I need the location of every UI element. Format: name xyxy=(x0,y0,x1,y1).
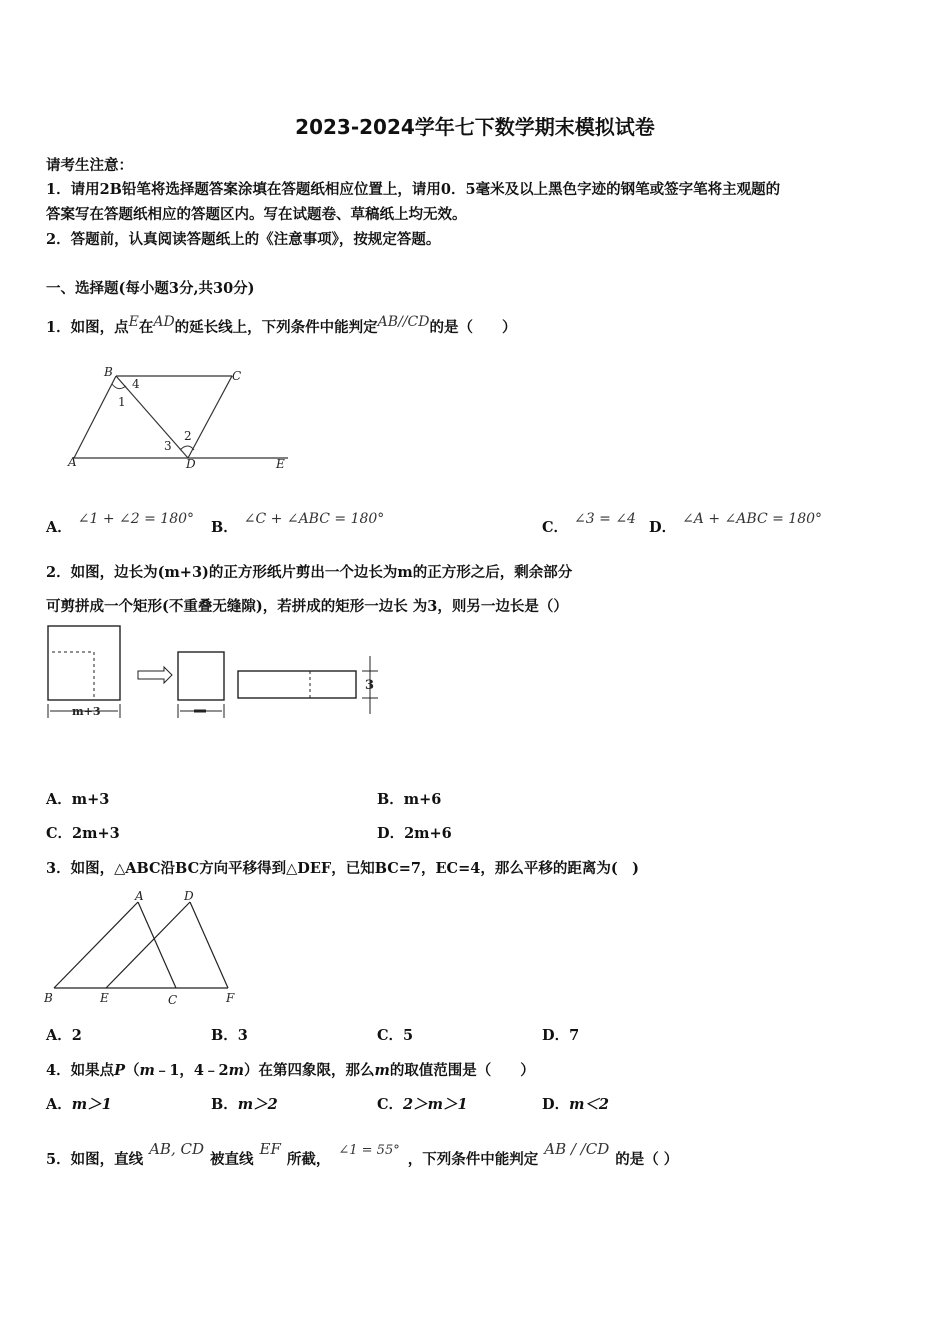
q4-text: 的取值范围是（ ） xyxy=(389,1062,535,1079)
q3-option-c[interactable] xyxy=(377,1024,413,1045)
option-text: m＞2 xyxy=(237,1096,278,1113)
q1-text: 的延长线上，下列条件中能判定 xyxy=(174,319,378,336)
q1-line-ad: AD xyxy=(153,314,175,330)
q2-label-side: m+3 xyxy=(72,705,101,718)
option-text: 2 xyxy=(71,1027,82,1044)
q5-lines-ab-cd: AB, CD xyxy=(149,1140,204,1158)
q5-text: ，下列条件中能判定 xyxy=(407,1151,539,1168)
q1-figure xyxy=(60,362,300,477)
q2-option-d[interactable] xyxy=(377,822,452,843)
q1-text: 1．如图，点 xyxy=(46,319,129,336)
option-text: 2＞m＞1 xyxy=(403,1096,468,1113)
option-letter: A． xyxy=(46,1096,72,1113)
notice-line-1: 1．请用2B铅笔将选择题答案涂填在答题纸相应位置上，请用0．5毫米及以上黑色字迹的钢笔或签字笔将主观题的 xyxy=(46,181,781,198)
q4-var-m: m xyxy=(228,1062,244,1079)
q1-option-b[interactable] xyxy=(211,511,384,537)
option-letter: B． xyxy=(211,519,238,536)
q1-label-b: B xyxy=(104,365,113,379)
notice-line-1-cont: 答案写在答题纸相应的答题区内。写在试题卷、草稿纸上均无效。 xyxy=(46,206,467,223)
q1-angle-4: 4 xyxy=(132,377,140,391)
option-letter: B． xyxy=(211,1027,238,1044)
q2-label-three: 3 xyxy=(365,678,375,693)
q4-point-p: P xyxy=(114,1062,125,1079)
q4-option-a[interactable] xyxy=(46,1093,112,1114)
section-heading: 一、选择题(每小题3分,共30分) xyxy=(46,280,255,297)
question-1 xyxy=(46,314,516,337)
notice-line-2: 2．答题前，认真阅读答题纸上的《注意事项》，按规定答题。 xyxy=(46,231,441,248)
q5-text: 被直线 xyxy=(210,1151,254,1168)
q3-option-b[interactable] xyxy=(211,1024,248,1045)
q3-label-f: F xyxy=(226,991,235,1005)
option-expr: ∠A + ∠ABC = 180° xyxy=(682,511,823,527)
q1-text: 的是（ ） xyxy=(429,319,517,336)
q1-label-a: A xyxy=(68,455,77,469)
q5-line-ef: EF xyxy=(259,1140,281,1158)
q5-text: 5．如图，直线 xyxy=(46,1151,144,1168)
option-text: m＞1 xyxy=(71,1096,112,1113)
option-letter: D． xyxy=(542,1096,570,1113)
option-text: 2m+6 xyxy=(404,825,452,842)
q3-label-b: B xyxy=(44,991,53,1005)
q4-text: ﹣1，4﹣2 xyxy=(154,1062,229,1079)
option-text: m＜2 xyxy=(569,1096,610,1113)
q1-angle-3: 3 xyxy=(164,439,172,453)
q4-option-b[interactable] xyxy=(211,1093,278,1114)
option-letter: D． xyxy=(377,825,405,842)
q1-label-d: D xyxy=(186,457,196,471)
q4-option-c[interactable] xyxy=(377,1093,468,1114)
option-letter: C． xyxy=(542,519,569,536)
option-letter: C． xyxy=(377,1096,404,1113)
q4-text: （ xyxy=(125,1062,140,1079)
q1-option-a[interactable] xyxy=(46,511,194,537)
q1-label-e: E xyxy=(276,457,285,471)
option-text: m+3 xyxy=(71,791,110,808)
option-letter: D． xyxy=(649,519,677,536)
q4-var-m: m xyxy=(139,1062,155,1079)
q2-figure xyxy=(40,622,390,722)
option-letter: A． xyxy=(46,791,72,808)
option-text: 5 xyxy=(403,1027,414,1044)
q2-option-b[interactable] xyxy=(377,788,441,809)
q3-label-d: D xyxy=(184,889,194,903)
question-5 xyxy=(46,1140,678,1169)
option-letter: B． xyxy=(211,1096,238,1113)
option-letter: B． xyxy=(377,791,404,808)
question-4 xyxy=(46,1059,535,1080)
q3-label-e: E xyxy=(100,991,109,1005)
q4-option-d[interactable] xyxy=(542,1093,609,1114)
q1-option-d[interactable] xyxy=(649,511,822,537)
q1-option-c[interactable] xyxy=(542,511,636,537)
question-2-line-1: 2．如图，边长为(m+3)的正方形纸片剪出一个边长为m的正方形之后，剩余部分 xyxy=(46,564,573,581)
notice-heading: 请考生注意： xyxy=(46,157,133,174)
q5-text: 的是（ ） xyxy=(615,1151,679,1168)
q1-point-e: E xyxy=(128,314,139,330)
q3-option-d[interactable] xyxy=(542,1024,579,1045)
option-letter: A． xyxy=(46,1027,72,1044)
option-expr: ∠1 + ∠2 = 180° xyxy=(77,511,195,527)
option-text: 7 xyxy=(569,1027,580,1044)
question-2-line-2: 可剪拼成一个矩形(不重叠无缝隙)，若拼成的矩形一边长 为3，则另一边长是（） xyxy=(46,598,568,615)
q2-option-c[interactable] xyxy=(46,822,120,843)
option-letter: C． xyxy=(46,825,73,842)
option-letter: D． xyxy=(542,1027,570,1044)
q1-label-c: C xyxy=(232,369,242,383)
page-title: 2023-2024学年七下数学期末模拟试卷 xyxy=(295,115,655,139)
q4-text: 4．如果点 xyxy=(46,1062,115,1079)
q1-parallel: AB//CD xyxy=(377,314,430,330)
option-text: m+6 xyxy=(403,791,442,808)
q4-text: ）在第四象限，那么 xyxy=(243,1062,375,1079)
option-letter: A． xyxy=(46,519,72,536)
option-text: 2m+3 xyxy=(72,825,120,842)
q1-angle-2: 2 xyxy=(184,429,192,443)
q2-option-a[interactable] xyxy=(46,788,109,809)
q5-parallel: AB / /CD xyxy=(544,1140,610,1158)
q4-var-m: m xyxy=(374,1062,390,1079)
q3-label-c: C xyxy=(168,993,178,1007)
q1-text: 在 xyxy=(138,319,154,336)
option-expr: ∠3 = ∠4 xyxy=(574,511,636,527)
option-expr: ∠C + ∠ABC = 180° xyxy=(243,511,385,527)
q1-angle-1: 1 xyxy=(118,395,126,409)
option-text: 3 xyxy=(237,1027,248,1044)
q5-text: 所截， xyxy=(286,1151,331,1168)
q5-angle: ∠1 = 55° xyxy=(338,1143,400,1158)
q3-figure xyxy=(40,886,250,1010)
option-letter: C． xyxy=(377,1027,404,1044)
q3-label-a: A xyxy=(135,889,144,903)
q3-option-a[interactable] xyxy=(46,1024,82,1045)
question-3: 3．如图，△ABC沿BC方向平移得到△DEF，已知BC=7，EC=4，那么平移的距离为( ) xyxy=(46,860,640,877)
